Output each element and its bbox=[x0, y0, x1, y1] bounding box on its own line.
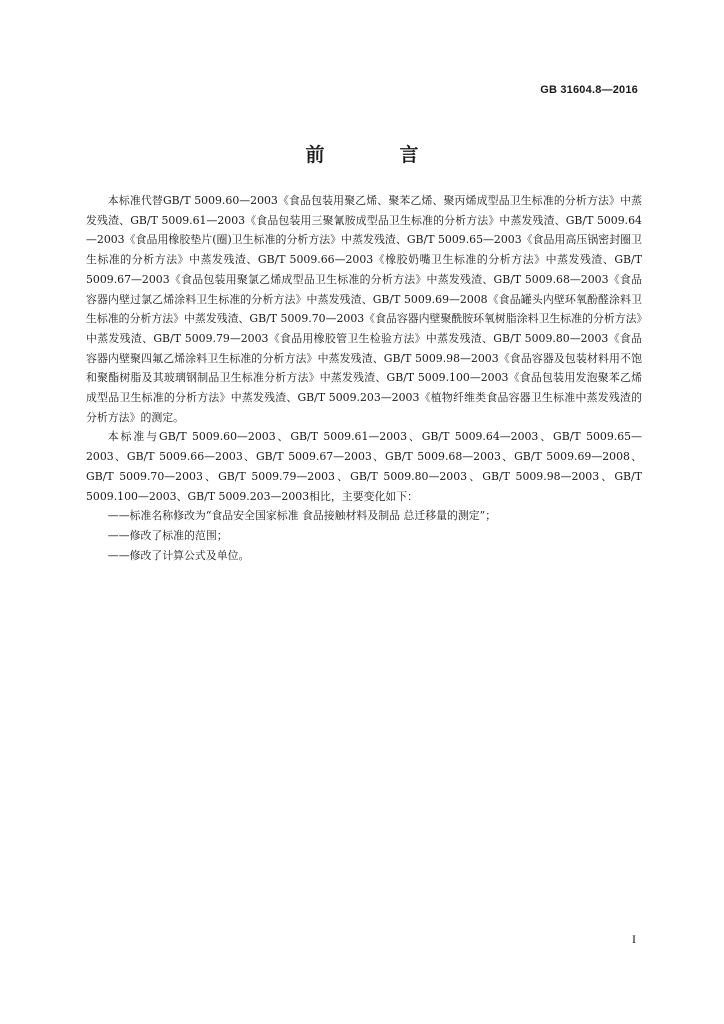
changes-list bbox=[86, 506, 642, 565]
foreword-paragraph-replacement: 本标准代替GB/T 5009.60—2003《食品包装用聚乙烯、聚苯乙烯、聚丙烯成型品卫生标准的分析方法》中蒸发残渣、GB/T 5009.61—2003《食品包装用三聚氰胺成型品卫生标准的分析方法》中蒸发残渣、GB/T 5009.64—2003《食品用橡胶垫片(圈)卫生标准的分析方法》中蒸发残渣、GB/T 5009.65—2003《食品用高压锅密封圈卫生标准的分析方法》中蒸发残渣、GB/T 5009.66—2003《橡胶奶嘴卫生标准的分析方法》中蒸发残渣、GB/T 5009.67—2003《食品包装用聚氯乙烯成型品卫生标准的分析方法》中蒸发残渣、GB/T 5009.68—2003《食品容器内壁过氯乙烯涂料卫生标准的分析方法》中蒸发残渣、GB/T 5009.69—2008《食品罐头内壁环氧酚醛涂料卫生标准的分析方法》中蒸发残渣、GB/T 5009.70—2003《食品容器内壁聚酰胺环氧树脂涂料卫生标准的分析方法》中蒸发残渣、GB/T 5009.79—2003《食品用橡胶管卫生检验方法》中蒸发残渣、GB/T 5009.80—2003《食品容器内壁聚四氟乙烯涂料卫生标准的分析方法》中蒸发残渣、GB/T 5009.98—2003《食品容器及包装材料用不饱和聚酯树脂及其玻璃钢制品卫生标准分析方法》中蒸发残渣、GB/T 5009.100—2003《食品包装用发泡聚苯乙烯成型品卫生标准的分析方法》中蒸发残渣、GB/T 5009.203—2003《植物纤维类食品容器卫生标准中蒸发残渣的分析方法》的测定。 bbox=[86, 194, 642, 424]
list-item: ——标准名称修改为“食品安全国家标准 食品接触材料及制品 总迁移量的测定”； bbox=[107, 509, 497, 523]
standard-code: GB 31604.8—2016 bbox=[540, 84, 638, 96]
page-number: I bbox=[632, 932, 636, 946]
list-item: ——修改了标准的范围； bbox=[107, 528, 228, 542]
foreword-body bbox=[86, 191, 642, 565]
foreword-paragraph-comparison: 本标准与GB/T 5009.60—2003、GB/T 5009.61—2003、GB/T 5009.64—2003、GB/T 5009.65—2003、GB/T 5009.66—2003、GB/T 5009.67—2003、GB/T 5009.68—2003、GB/T 5009.69—2008、GB/T 5009.70—2003、GB/T 5009.79—2003、GB/T 5009.80—2003、GB/T 5009.98—2003、GB/T 5009.100—2003、GB/T 5009.203—2003相比，主要变化如下： bbox=[86, 430, 642, 503]
list-item: ——修改了计算公式及单位。 bbox=[107, 548, 250, 562]
page-title: 前 言 bbox=[305, 144, 447, 166]
